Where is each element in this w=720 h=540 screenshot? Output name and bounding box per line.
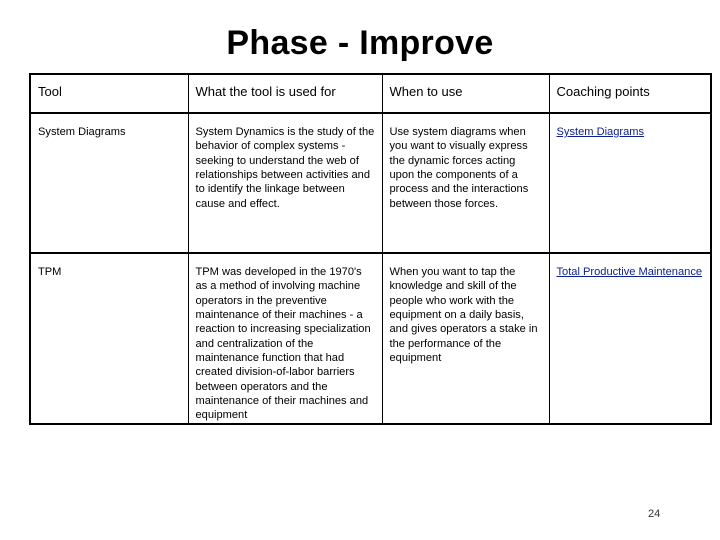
cell-used-for: System Dynamics is the study of the behavior of complex systems - seeking to understand the web of relationships between activities and to identify the linkage between cause and effect.: [188, 113, 382, 253]
tool-table: [29, 73, 712, 425]
coaching-link-tpm[interactable]: Total Productive Maintenance: [556, 266, 703, 278]
page-title: Phase - Improve: [226, 24, 494, 62]
cell-tool: TPM: [30, 253, 188, 424]
cell-coaching-points: [549, 253, 711, 424]
cell-when-to-use: When you want to tap the knowledge and skill of the people who work with the equipment on a daily basis, and gives operators a stake in the performance of the equipment: [382, 253, 549, 424]
table-row: [30, 113, 711, 253]
table-row: [30, 253, 711, 424]
page-number: 24: [648, 508, 661, 520]
coaching-link-system-diagrams[interactable]: System Diagrams: [556, 126, 645, 138]
cell-tool: System Diagrams: [30, 113, 188, 253]
header-coaching-points: Coaching points: [549, 74, 711, 113]
cell-coaching-points: [549, 113, 711, 253]
table-header-row: [30, 74, 711, 113]
header-tool: Tool: [30, 74, 188, 113]
header-used-for: What the tool is used for: [188, 74, 382, 113]
cell-when-to-use: Use system diagrams when you want to visually express the dynamic forces acting upon the components of a process and the interactions between those forces.: [382, 113, 549, 253]
header-when-to-use: When to use: [382, 74, 549, 113]
cell-used-for: TPM was developed in the 1970's as a method of involving machine operators in the preventive maintenance of their machines - a reaction to increasing specialization and centralization of the maintenance function that had created division-of-labor barriers between operators and the maintenance of their machines and equipment: [188, 253, 382, 424]
